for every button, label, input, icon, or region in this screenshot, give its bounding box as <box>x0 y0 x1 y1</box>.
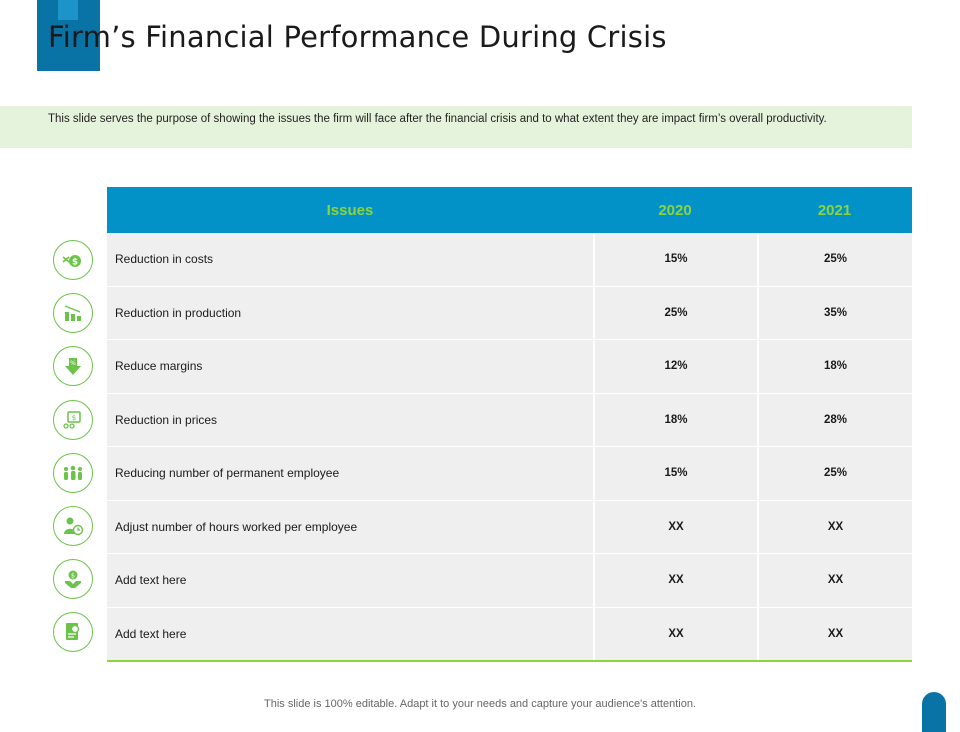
value-2021-cell: 18% <box>757 340 912 393</box>
bar-chart-down-icon <box>53 293 93 333</box>
value-2020-cell: 15% <box>593 447 757 500</box>
svg-text:%: % <box>70 360 76 367</box>
value-2020-cell: 25% <box>593 287 757 340</box>
issue-cell: Reducing number of permanent employee <box>115 466 340 481</box>
header-2020: 2020 <box>658 201 692 219</box>
header-issues: Issues <box>326 201 374 219</box>
issue-cell: Reduction in prices <box>115 412 218 427</box>
value-2021-cell: XX <box>757 608 912 661</box>
issue-cell: Adjust number of hours worked per employee <box>115 519 358 534</box>
issue-cell: Reduction in production <box>115 305 242 320</box>
value-2020-cell: 15% <box>593 233 757 286</box>
value-2020-cell: 12% <box>593 340 757 393</box>
percent-down-arrow-icon <box>53 346 93 386</box>
description-text: This slide serves the purpose of showing the issues the firm will face after the financial crisis and to what extent they are impact firm’s overall productivity. <box>48 113 827 125</box>
table-header <box>107 187 912 233</box>
svg-text:$: $ <box>71 257 79 268</box>
table-row <box>107 287 912 341</box>
table-row <box>107 233 912 287</box>
employee-clock-icon <box>53 506 93 546</box>
footer-note: This slide is 100% editable. Adapt it to your needs and capture your audience's attention. <box>264 698 696 710</box>
page-title: Firm’s Financial Performance During Crisis <box>48 20 667 54</box>
corner-tab <box>922 692 946 732</box>
issue-cell: Reduce margins <box>115 359 203 374</box>
document-search-icon <box>53 612 93 652</box>
value-2020-cell: XX <box>593 554 757 607</box>
value-2021-cell: 28% <box>757 394 912 447</box>
header-2021: 2021 <box>817 201 852 219</box>
table-row <box>107 394 912 448</box>
svg-text:$: $ <box>71 414 77 422</box>
value-2021-cell: XX <box>757 554 912 607</box>
svg-text:$: $ <box>70 571 76 580</box>
table-row <box>107 608 912 663</box>
value-2021-cell: XX <box>757 501 912 554</box>
table-row <box>107 340 912 394</box>
dollar-reduction-icon <box>53 240 93 280</box>
people-group-icon <box>53 453 93 493</box>
value-2020-cell: XX <box>593 501 757 554</box>
value-2021-cell: 35% <box>757 287 912 340</box>
table-row <box>107 501 912 555</box>
issue-cell: Reduction in costs <box>115 252 214 267</box>
issue-cell: Add text here <box>115 573 187 588</box>
value-2020-cell: XX <box>593 608 757 661</box>
table-row <box>107 447 912 501</box>
issue-cell: Add text here <box>115 626 187 641</box>
money-hand-icon <box>53 559 93 599</box>
value-2021-cell: 25% <box>757 233 912 286</box>
title-accent-inner <box>58 0 78 20</box>
value-2021-cell: 25% <box>757 447 912 500</box>
issues-table <box>107 187 912 662</box>
table-row <box>107 554 912 608</box>
price-tag-scissors-icon <box>53 400 93 440</box>
value-2020-cell: 18% <box>593 394 757 447</box>
